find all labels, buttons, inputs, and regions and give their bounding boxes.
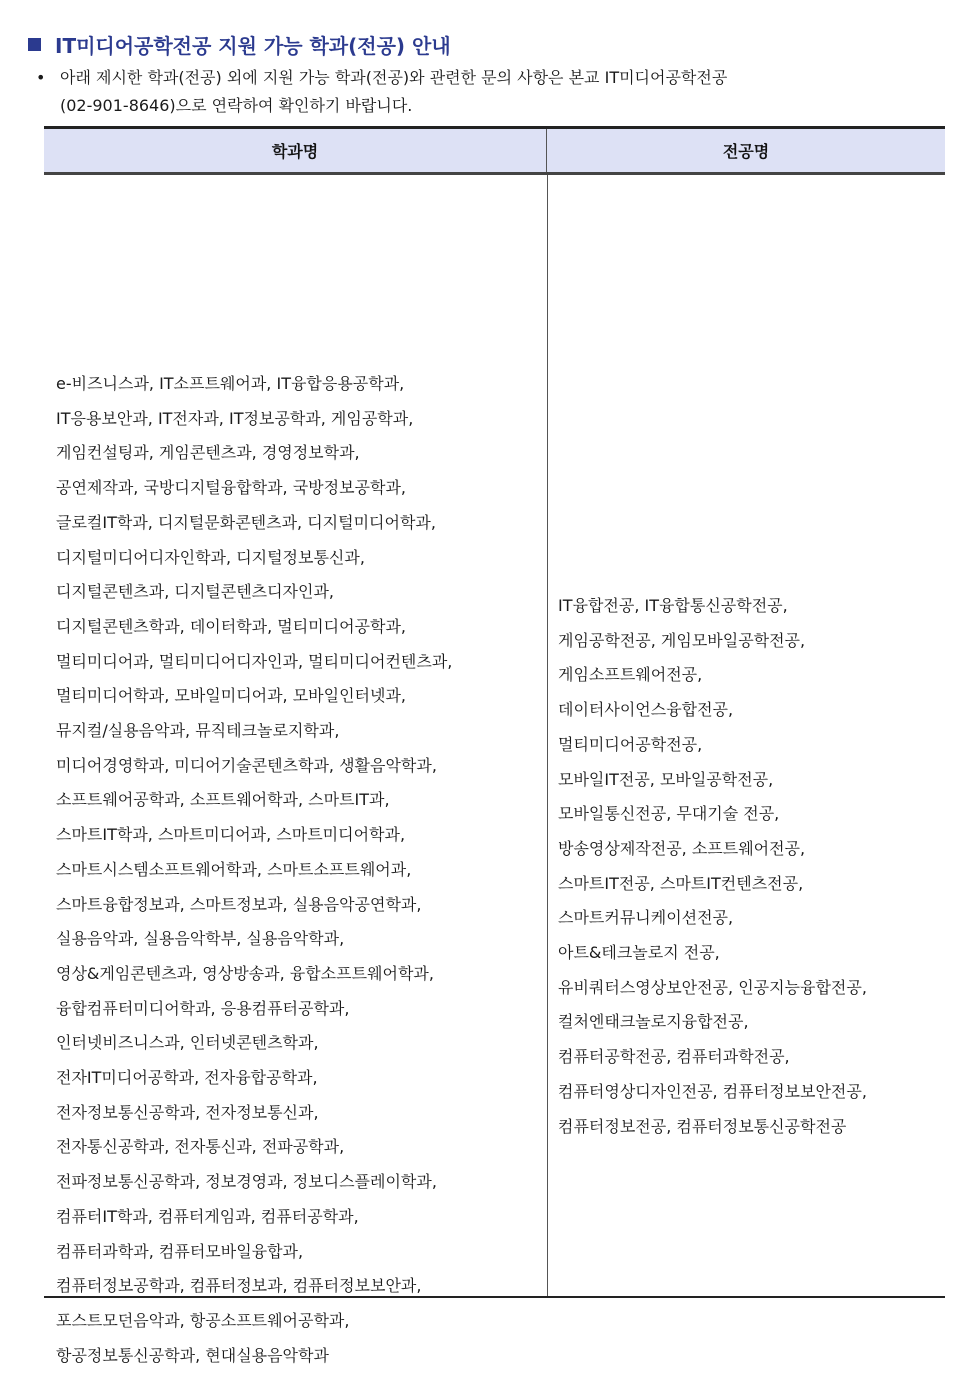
header-major-name: 전공명: [722, 142, 770, 161]
department-list-item: 멀티미디어학과, 모바일미디어과, 모바일인터넷과,: [56, 686, 407, 706]
department-list-item: 스마트융합정보과, 스마트정보과, 실용음악공연학과,: [56, 894, 422, 914]
department-list-item: 실용음악과, 실용음악학부, 실용음악학과,: [56, 929, 345, 949]
department-list-item: 뮤지컬/실용음악과, 뮤직테크놀로지학과,: [56, 721, 340, 741]
header-department-name: 학과명: [44, 129, 547, 172]
major-list-item: 스마트커뮤니케이션전공,: [558, 908, 734, 928]
major-list: [558, 589, 938, 1144]
intro-line-1-text: 아래 제시한 학과(전공) 외에 지원 가능 학과(전공)와 관련한 문의 사항은 본교 IT미디어공학전공: [60, 68, 728, 87]
department-list-item: 항공정보통신공학과, 현대실용음악학과: [56, 1345, 329, 1365]
department-list: [56, 367, 536, 1373]
major-list-item: 유비쿼터스영상보안전공, 인공지능융합전공,: [558, 977, 867, 997]
department-list-item: 영상&게임콘텐츠과, 영상방송과, 융합소프트웨어학과,: [56, 963, 434, 983]
department-list-item: 컴퓨터과학과, 컴퓨터모바일융합과,: [56, 1241, 304, 1261]
department-list-item: 소프트웨어공학과, 소프트웨어학과, 스마트IT과,: [56, 790, 390, 810]
department-list-item: 미디어경영학과, 미디어기술콘텐츠학과, 생활음악학과,: [56, 755, 437, 775]
intro-line-2: (02-901-8646)으로 연락하여 확인하기 바랍니다.: [60, 96, 413, 115]
department-list-item: 디지털콘텐츠학과, 데이터학과, 멀티미디어공학과,: [56, 616, 407, 636]
table-header: [44, 129, 945, 175]
major-list-item: 컴퓨터공학전공, 컴퓨터과학전공,: [558, 1047, 790, 1067]
department-list-item: 디지털콘텐츠과, 디지털콘텐츠디자인과,: [56, 582, 335, 602]
department-list-item: 인터넷비즈니스과, 인터넷콘텐츠학과,: [56, 1033, 319, 1053]
department-list-item: e-비즈니스과, IT소프트웨어과, IT융합응용공학과,: [56, 374, 405, 393]
department-list-item: 전자정보통신공학과, 전자정보통신과,: [56, 1102, 319, 1122]
department-list-item: 전자통신공학과, 전자통신과, 전파공학과,: [56, 1137, 345, 1157]
section-title: [28, 28, 451, 60]
column-divider: [547, 175, 548, 1296]
major-list-item: 방송영상제작전공, 소프트웨어전공,: [558, 838, 806, 858]
section-title-text: IT미디어공학전공 지원 가능 학과(전공) 안내: [55, 33, 451, 58]
department-list-item: IT응용보안과, IT전자과, IT정보공학과, 게임공학과,: [56, 408, 414, 428]
department-list-item: 컴퓨터정보공학과, 컴퓨터정보과, 컴퓨터정보보안과,: [56, 1276, 422, 1296]
intro-note: [36, 64, 956, 120]
major-list-item: 컬처엔태크놀로지융합전공,: [558, 1012, 749, 1032]
major-list-item: 스마트IT전공, 스마트IT컨텐츠전공,: [558, 873, 804, 893]
department-list-item: 글로컬IT학과, 디지털문화콘텐츠과, 디지털미디어학과,: [56, 512, 436, 532]
department-list-item: 게임컨설팅과, 게임콘텐츠과, 경영정보학과,: [56, 443, 360, 463]
major-list-item: 컴퓨터정보전공, 컴퓨터정보통신공학전공: [558, 1116, 847, 1136]
department-list-item: 공연제작과, 국방디지털융합학과, 국방정보공학과,: [56, 478, 407, 498]
major-list-item: IT융합전공, IT융합통신공학전공,: [558, 596, 788, 615]
major-list-item: 모바일IT전공, 모바일공학전공,: [558, 769, 774, 789]
department-list-item: 스마트시스템소프트웨어학과, 스마트소프트웨어과,: [56, 859, 412, 879]
major-list-item: 게임공학전공, 게임모바일공학전공,: [558, 630, 806, 650]
major-list-item: 컴퓨터영상디자인전공, 컴퓨터정보보안전공,: [558, 1081, 867, 1101]
bullet-icon: •: [36, 68, 46, 87]
intro-line-1: [36, 64, 956, 92]
department-list-item: 포스트모던음악과, 항공소프트웨어공학과,: [56, 1310, 350, 1330]
department-list-item: 융합컴퓨터미디어학과, 응용컴퓨터공학과,: [56, 998, 350, 1018]
department-table: [44, 126, 945, 1365]
department-list-item: 멀티미디어과, 멀티미디어디자인과, 멀티미디어컨텐츠과,: [56, 651, 453, 671]
major-list-item: 멀티미디어공학전공,: [558, 734, 703, 754]
major-list-item: 아트&테크놀로지 전공,: [558, 943, 720, 963]
title-square-icon: [28, 38, 41, 51]
department-list-item: 전자IT미디어공학과, 전자융합공학과,: [56, 1068, 318, 1088]
department-list-item: 스마트IT학과, 스마트미디어과, 스마트미디어학과,: [56, 825, 406, 845]
department-list-item: 디지털미디어디자인학과, 디지털정보통신과,: [56, 547, 365, 567]
major-list-item: 데이터사이언스융합전공,: [558, 700, 734, 720]
major-list-item: 게임소프트웨어전공,: [558, 665, 703, 685]
department-list-item: 전파정보통신공학과, 정보경영과, 정보디스플레이학과,: [56, 1172, 437, 1192]
major-list-item: 모바일통신전공, 무대기술 전공,: [558, 804, 780, 824]
department-list-item: 컴퓨터IT학과, 컴퓨터게임과, 컴퓨터공학과,: [56, 1206, 359, 1226]
